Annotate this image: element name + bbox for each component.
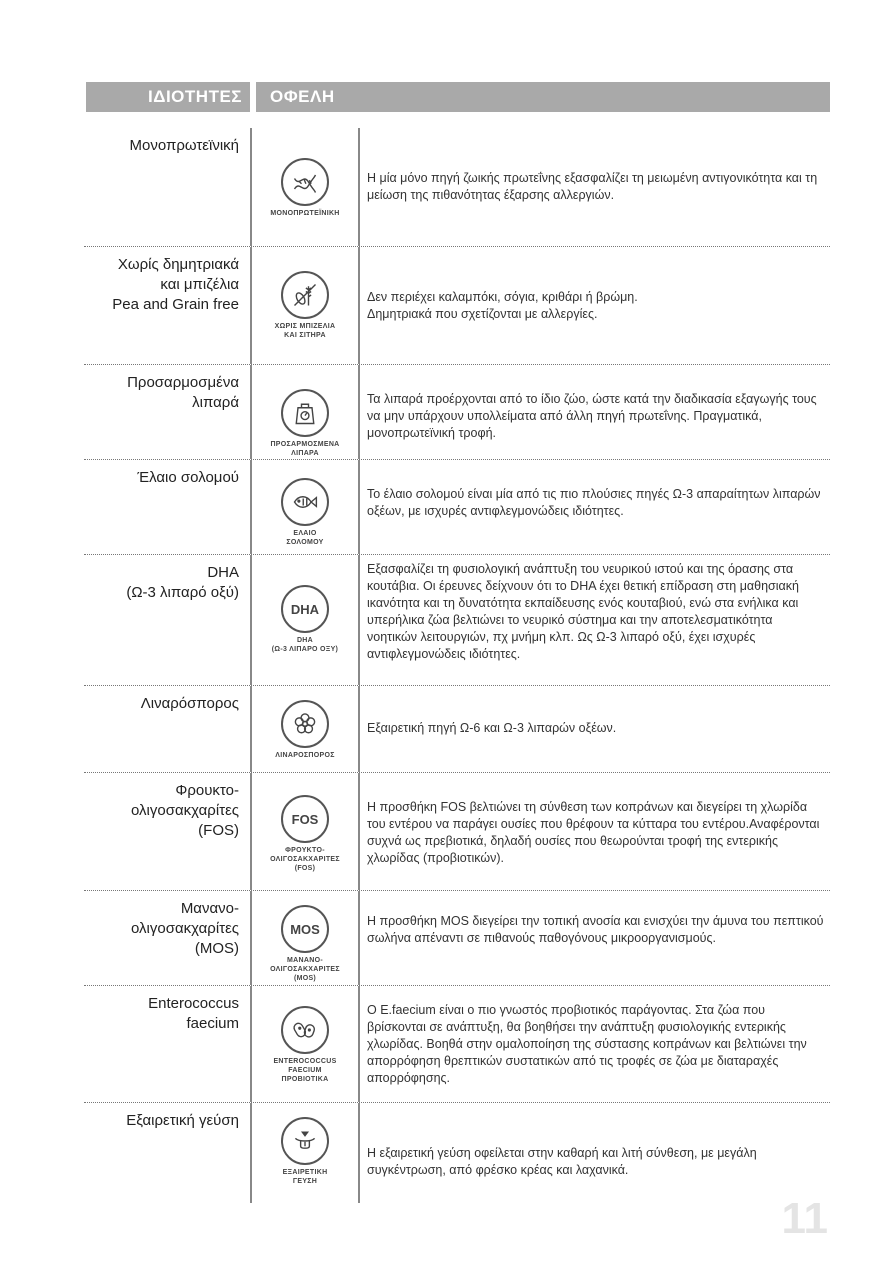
table-row xyxy=(84,128,830,246)
property-icon-block xyxy=(255,1006,355,1084)
benefit-text: O E.faecium είναι ο πιο γνωστός προβιοτικός παράγοντας. Στα ζώα που βρίσκονται σε ανάπτυξη, θα βοηθήσει την ανάπτυξη φυσιολογικής εντερικής χλωρίδας. Βοηθά στην ομαλοποίηση της σύστασης κοπράνων και βελτιώνει την απορρόφηση θρεπτικών συστατικών από τις τροφές σε ζώα με διαταραχές απορρόφησης. xyxy=(367,1003,807,1085)
icon-column xyxy=(250,986,360,1102)
icon-caption: ΧΩΡΙΣ ΜΠΙΖΕΛΙΑ ΚΑΙ ΣΙΤΗΡΑ xyxy=(274,323,336,339)
table-row xyxy=(84,554,830,685)
icon-column xyxy=(250,460,360,554)
property-label: Λιναρόσπορος xyxy=(140,695,239,712)
property-label: Φρουκτο- ολιγοσακχαρίτες (FOS) xyxy=(130,782,239,839)
property-label: Εξαιρετική γεύση xyxy=(126,1112,239,1129)
property-icon-block xyxy=(255,158,355,218)
property-icon-block xyxy=(255,905,355,983)
icon-column xyxy=(250,686,360,772)
benefit-text: Η προσθήκη FOS βελτιώνει τη σύνθεση των κοπράνων και διεγείρει τη χλωρίδα του εντέρου να παράγει ουσίες που θρέφουν τα κύτταρα του εντέρου.Αναφέρονται συχνά ως πρεβιοτικά, δηλαδή ουσίες που θεωρούνται τροφή της εντερικής χλωρίδας (προβιοτικών). xyxy=(367,800,820,865)
property-label: Μονοπρωτεϊνική xyxy=(129,137,239,154)
icon-caption: ΜΟΝΟΠΡΩΤΕΪΝΙΚΗ xyxy=(270,210,340,217)
icon-caption: ΦΡΟΥΚΤΟ- ΟΛΙΓΟΣΑΚΧΑΡΙΤΕΣ (FOS) xyxy=(270,847,340,872)
benefit-text: Η εξαιρετική γεύση οφείλεται στην καθαρή και λιτή σύνθεση, με μεγάλη συγκέντρωση, από φρέσκο κρέας και λαχανικά. xyxy=(367,1146,757,1177)
property-icon-block xyxy=(255,478,355,547)
icon-column xyxy=(250,555,360,685)
icon-column xyxy=(250,247,360,364)
table-row xyxy=(84,364,830,459)
table-row xyxy=(84,985,830,1102)
property-label: Μανανο- ολιγοσακχαρίτες (MOS) xyxy=(130,900,239,957)
table-row xyxy=(84,772,830,890)
header-properties: ΙΔΙΟΤΗΤΕΣ xyxy=(148,87,242,106)
property-icon-block xyxy=(255,700,355,760)
table-row xyxy=(84,890,830,985)
page-number: 11 xyxy=(781,1194,828,1243)
table-header xyxy=(86,82,830,112)
icon-text: DHA xyxy=(290,601,320,617)
icon-column xyxy=(250,1103,360,1203)
mos-icon xyxy=(281,905,329,953)
property-label: Enterococcus faecium xyxy=(148,995,239,1032)
property-label: Έλαιο σολομού xyxy=(137,469,239,486)
benefit-text: Εξασφαλίζει τη φυσιολογική ανάπτυξη του νευρικού ιστού και της όρασης στα κουτάβια. Οι έρευνες δείχνουν ότι το DHA έχει θετική επίδραση στη μαθησιακή ικανότητα και τη δυνατότητα εκπαίδευσης ενός κουταβιού, ενώ στα ενήλικα και υπερήλικα ζώα βελτιώνει το νευρικό σύστημα και την αποτελεσματικότητα νοητικών λειτουργιών, πχ μνήμη κλπ. Ως Ω-3 λιπαρό οξύ, έχει ισχυρές αντιφλεγμονώδεις ιδιότητες. xyxy=(367,562,799,661)
header-benefits: ΟΦΕΛΗ xyxy=(270,87,335,106)
benefit-text: Το έλαιο σολομού είναι μία από τις πιο πλούσιες πηγές Ω-3 απαραίτητων λιπαρών οξέων, με ισχυρές αντιφλεγμονώδεις ιδιότητες. xyxy=(367,487,821,518)
properties-table xyxy=(84,128,830,1203)
icon-column xyxy=(250,365,360,459)
property-label: Χωρίς δημητριακά και μπιζέλια Pea and Grain free xyxy=(112,256,239,313)
property-label: Προσαρμοσμένα λιπαρά xyxy=(127,374,239,411)
table-row xyxy=(84,459,830,554)
taste-icon xyxy=(281,1117,329,1165)
table-row xyxy=(84,685,830,772)
property-icon-block xyxy=(255,389,355,458)
property-icon-block xyxy=(255,585,355,654)
dha-icon xyxy=(281,585,329,633)
benefit-text: Δεν περιέχει καλαμπόκι, σόγια, κριθάρι ή βρώμη. Δημητριακά που σχετίζονται με αλλεργίες. xyxy=(367,290,638,321)
icon-caption: ΕΞΑΙΡΕΤΙΚΗ ΓΕΥΣΗ xyxy=(282,1169,328,1185)
fish-icon xyxy=(281,478,329,526)
property-icon-block xyxy=(255,795,355,873)
benefit-text: Τα λιπαρά προέρχονται από το ίδιο ζώο, ώστε κατά την διαδικασία εξαγωγής τους να μην υπάρχουν υπολλείματα από άλλη πηγή πρωτεΐνης. Πραγματικά, μονοπρωτεϊνική τροφή. xyxy=(367,392,817,440)
dna-icon xyxy=(281,158,329,206)
table-row xyxy=(84,246,830,364)
no-grain-icon xyxy=(281,271,329,319)
icon-text: MOS xyxy=(290,921,320,937)
icon-column xyxy=(250,891,360,985)
fos-icon xyxy=(281,795,329,843)
icon-caption: ΛΙΝΑΡΟΣΠΟΡΟΣ xyxy=(275,752,335,759)
benefit-text: Εξαιρετική πηγή Ω-6 και Ω-3 λιπαρών οξέων. xyxy=(367,721,617,735)
icon-text: FOS xyxy=(291,811,319,827)
icon-column xyxy=(250,773,360,890)
flower-icon xyxy=(281,700,329,748)
benefit-text: Η προσθήκη MOS διεγείρει την τοπική ανοσία και ενισχύει την άμυνα του πεπτικού σωλήνα απέναντι σε πιθανούς παθογόνους μικροοργανισμούς. xyxy=(367,914,824,945)
icon-caption: DHA (Ω-3 ΛΙΠΑΡΟ ΟΞΥ) xyxy=(271,637,339,653)
probiotic-icon xyxy=(281,1006,329,1054)
property-icon-block xyxy=(255,1117,355,1186)
table-row xyxy=(84,1102,830,1203)
icon-column xyxy=(250,128,360,246)
benefit-text: Η μία μόνο πηγή ζωικής πρωτεΐνης εξασφαλίζει τη μειωμένη αντιγονικότητα και τη μείωση της πιθανότητας έξαρσης αλλεργιών. xyxy=(367,171,818,202)
icon-caption: ΕΛΑΙΟ ΣΟΛΟΜΟΥ xyxy=(286,530,324,546)
icon-caption: ΜΑΝΑΝΟ- ΟΛΙΓΟΣΑΚΧΑΡΙΤΕΣ (MOS) xyxy=(270,957,340,982)
property-icon-block xyxy=(255,271,355,340)
icon-caption: ΠΡΟΣΑΡΜΟΣΜΕΝΑ ΛΙΠΑΡΑ xyxy=(270,441,340,457)
property-label: DHA (Ω-3 λιπαρό οξύ) xyxy=(126,564,239,601)
header-right-bar xyxy=(256,82,830,112)
scale-icon xyxy=(281,389,329,437)
icon-caption: ENTEROCOCCUS FAECIUM ΠΡΟΒΙΟΤΙΚΑ xyxy=(273,1058,337,1083)
